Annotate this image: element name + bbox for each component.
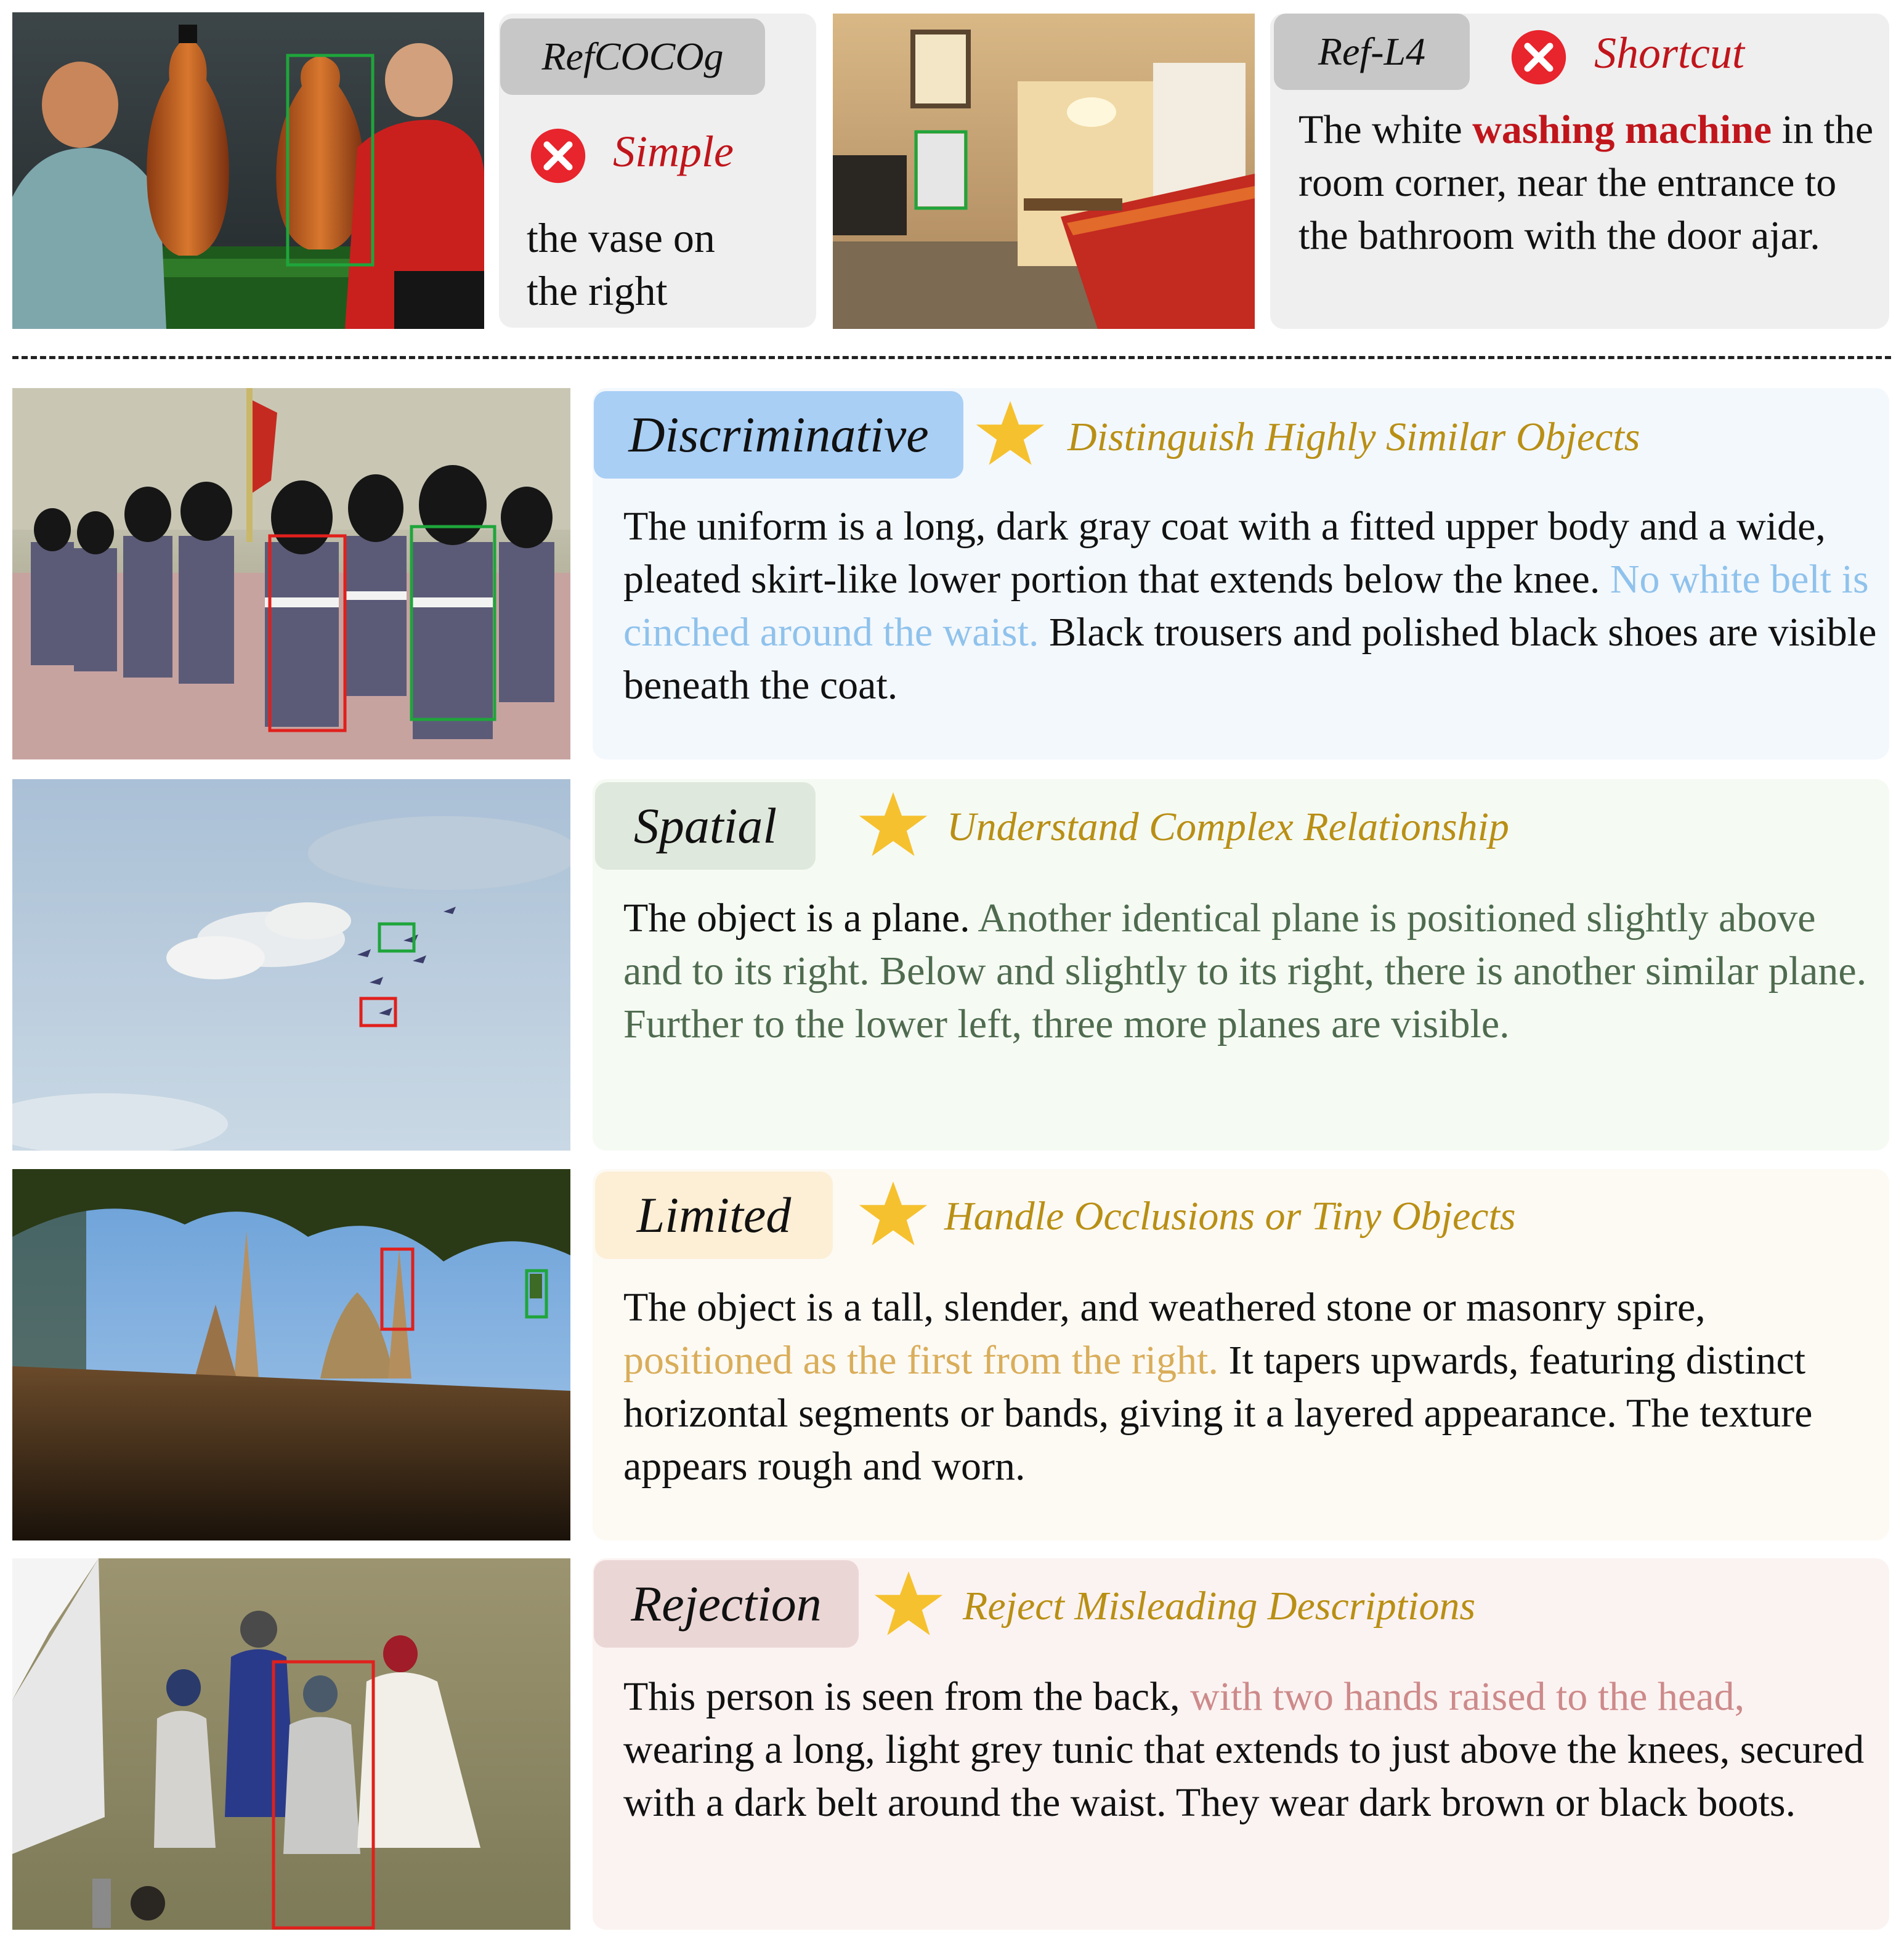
photo-reenactors	[12, 1558, 570, 1930]
refl4-expression	[1298, 103, 1881, 262]
highlight-spatial: Another identical plane is positioned slightly above and to its right. Below and slightly to its right, there is another similar plane. Further to the lower left, three more planes are visible.	[623, 896, 1867, 1046]
limited-expression	[623, 1281, 1880, 1493]
rejection-expression	[623, 1670, 1880, 1829]
text-segment: This person is seen from the back,	[623, 1674, 1191, 1719]
category-tag-spatial: Spatial	[595, 782, 816, 870]
dataset-tag-refl4: Ref-L4	[1274, 14, 1470, 90]
highlight-rejection: with two hands raised to the head,	[1190, 1674, 1745, 1719]
text-segment: The white	[1298, 107, 1473, 152]
text-segment: wearing a long, light grey tunic that extends to just above the knees, secured with a dark belt around the waist. They wear dark brown or black boots.	[623, 1727, 1865, 1825]
highlight-washing-machine: washing machine	[1472, 107, 1772, 152]
spatial-expression	[623, 892, 1880, 1051]
photo-bedroom	[833, 14, 1255, 329]
verdict-simple: Simple	[613, 127, 734, 176]
text-segment: It tapers upwards, featuring distinct horizontal segments or bands, giving it a layered appearance. The texture appears rough and worn.	[623, 1338, 1813, 1489]
highlight-limited: positioned as the first from the right.	[623, 1338, 1218, 1383]
goal-discriminative: Distinguish Highly Similar Objects	[1067, 415, 1640, 459]
star-icon	[856, 1178, 930, 1252]
category-tag-discriminative: Discriminative	[594, 391, 963, 479]
text-segment: The uniform is a long, dark gray coat with a fitted upper body and a wide, pleated skirt-like lower portion that extends below the knee.	[623, 504, 1826, 602]
photo-temple	[12, 1169, 570, 1540]
photo-guards	[12, 388, 570, 759]
goal-limited: Handle Occlusions or Tiny Objects	[944, 1194, 1516, 1239]
star-icon	[856, 788, 930, 862]
star-icon	[973, 397, 1047, 471]
verdict-shortcut: Shortcut	[1594, 28, 1744, 78]
star-icon	[872, 1568, 946, 1641]
goal-rejection: Reject Misleading Descriptions	[963, 1584, 1476, 1629]
category-tag-rejection: Rejection	[594, 1560, 859, 1648]
category-tag-limited: Limited	[595, 1172, 833, 1259]
discriminative-expression	[623, 500, 1880, 712]
dataset-tag-refcocog: RefCOCOg	[500, 18, 765, 95]
text-segment: The object is a tall, slender, and weathered stone or masonry spire,	[623, 1285, 1706, 1330]
text-segment: Black trousers and polished black shoes are visible beneath the coat.	[623, 610, 1877, 708]
goal-spatial: Understand Complex Relationship	[947, 804, 1509, 849]
text-segment: The object is a plane.	[623, 896, 978, 941]
photo-planes	[12, 779, 570, 1151]
text-segment: in the room corner, near the entrance to the bathroom with the door ajar.	[1298, 107, 1874, 258]
refcocog-expression: the vase on the right	[527, 214, 715, 314]
x-circle-icon	[1509, 28, 1568, 87]
photo-vases	[12, 12, 484, 329]
section-divider	[12, 356, 1891, 359]
highlight-discriminative: No white belt is cinched around the waist.	[623, 557, 1869, 655]
x-circle-icon	[529, 126, 588, 185]
